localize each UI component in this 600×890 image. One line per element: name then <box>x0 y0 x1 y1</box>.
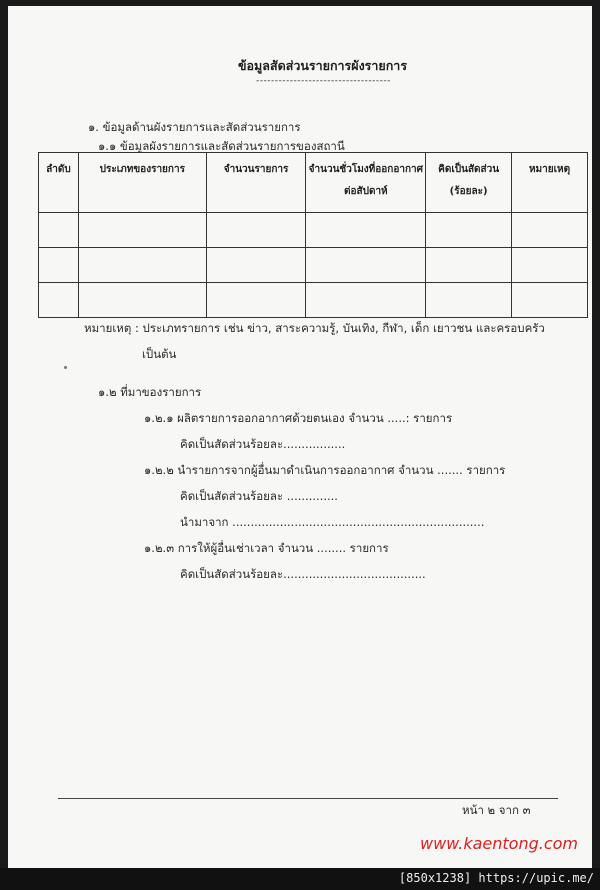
item-1-2-1: ๑.๒.๑ ผลิตรายการออกอากาศด้วยตนเอง จำนวน .....: รายการ <box>144 411 453 425</box>
table-cell <box>206 283 306 318</box>
item-1-2-3: ๑.๒.๓ การให้ผู้อื่นเช่าเวลา จำนวน ........ รายการ <box>144 541 389 555</box>
table-cell <box>39 213 79 248</box>
item-1-2-1-percent: คิดเป็นสัดส่วนร้อยละ................. <box>180 437 346 451</box>
table-cell <box>39 248 79 283</box>
table-cell <box>78 248 206 283</box>
col-header-remark: หมายเหตุ <box>512 153 588 213</box>
programme-table <box>38 152 588 318</box>
item-1-2-3-percent: คิดเป็นสัดส่วนร้อยละ....................................... <box>180 567 426 581</box>
col-header-percent: คิดเป็นสัดส่วน (ร้อยละ) <box>426 153 512 213</box>
table-cell <box>306 213 426 248</box>
table-cell <box>78 283 206 318</box>
table-cell <box>206 213 306 248</box>
col-header-hours: จำนวนชั่วโมงที่ออกอากาศ ต่อสัปดาห์ <box>306 153 426 213</box>
col-header-order: ลำดับ <box>39 153 79 213</box>
document-page <box>8 6 592 868</box>
table-row <box>39 213 588 248</box>
paper-speck <box>64 366 67 369</box>
watermark-url: www.kaentong.com <box>420 834 578 853</box>
section-1-1-heading: ๑.๑ ข้อมูลผังรายการและสัดส่วนรายการของสถานี <box>98 139 345 153</box>
item-1-2-2: ๑.๒.๒ นำรายการจากผู้อื่นมาดำเนินการออกอากาศ จำนวน ....... รายการ <box>144 463 506 477</box>
table-cell <box>206 248 306 283</box>
table-cell <box>512 283 588 318</box>
table-cell <box>512 213 588 248</box>
footer-rule <box>58 798 558 799</box>
item-1-2-2-percent: คิดเป็นสัดส่วนร้อยละ .............. <box>180 489 338 503</box>
table-row <box>39 283 588 318</box>
table-cell <box>426 248 512 283</box>
page-title: ข้อมูลสัดส่วนรายการผังรายการ <box>238 58 408 73</box>
table-row <box>39 248 588 283</box>
table-cell <box>426 213 512 248</box>
table-cell <box>306 283 426 318</box>
section-1-2-heading: ๑.๒ ที่มาของรายการ <box>98 385 202 399</box>
page-number: หน้า ๒ จาก ๓ <box>462 803 531 817</box>
table-cell <box>306 248 426 283</box>
note-line-1: หมายเหตุ : ประเภทรายการ เช่น ข่าว, สาระความรู้, บันเทิง, กีฬา, เด็ก เยาวชน และครอบครัว <box>84 321 545 335</box>
table-cell <box>426 283 512 318</box>
table-cell <box>78 213 206 248</box>
section-1-heading: ๑. ข้อมูลด้านผังรายการและสัดส่วนรายการ <box>88 120 301 134</box>
image-host-bar <box>0 868 600 890</box>
image-host-caption[interactable]: [850x1238] https://upic.me/ <box>398 871 594 885</box>
col-header-count: จำนวนรายการ <box>206 153 306 213</box>
table-header-row <box>39 153 588 213</box>
col-header-type: ประเภทของรายการ <box>78 153 206 213</box>
note-line-2: เป็นต้น <box>142 347 177 361</box>
table-cell <box>512 248 588 283</box>
title-underline: ------------------------------------ <box>256 76 391 86</box>
table-cell <box>39 283 79 318</box>
item-1-2-2-source: นำมาจาก ..................................................................... <box>180 515 485 529</box>
